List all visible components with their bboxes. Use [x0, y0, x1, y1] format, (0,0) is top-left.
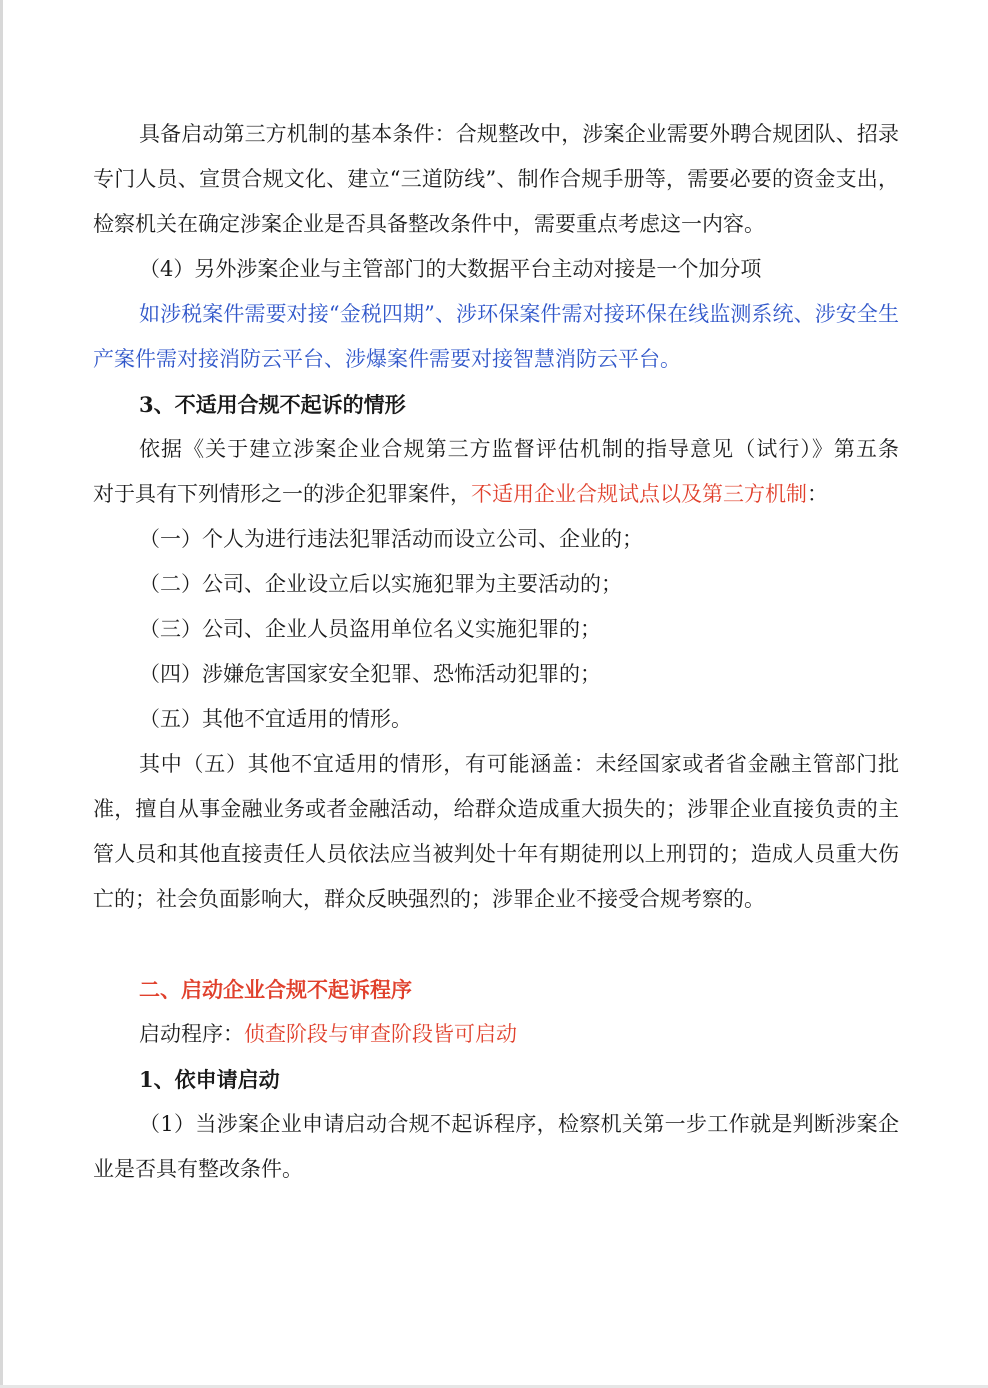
page-left-edge [0, 0, 3, 1388]
heading-apply-start: 1、依申请启动 [139, 1067, 280, 1092]
paragraph-start-procedure [93, 1012, 899, 1057]
list-item: （一）个人为进行违法犯罪活动而设立公司、企业的； [139, 527, 643, 551]
list-item: （三）公司、企业人员盗用单位名义实施犯罪的； [139, 617, 601, 641]
paragraph-apply-step: （1）当涉案企业申请启动合规不起诉程序，检察机关第一步工作就是判断涉案企业是否具有整改条件。 [93, 1112, 899, 1181]
section-title-start-procedure: 二、启动企业合规不起诉程序 [139, 977, 412, 1002]
list-item: （二）公司、企业设立后以实施犯罪为主要活动的； [139, 572, 622, 596]
legal-basis-text: 依据《关于建立涉案企业合规第三方监督评估机制的指导意见（试行）》第五条 对于具有下列情形之一的涉企犯罪案件， [93, 437, 920, 506]
legal-basis-colon: ： [807, 482, 828, 506]
paragraph-bigdata-bonus: （4）另外涉案企业与主管部门的大数据平台主动对接是一个加分项 [139, 257, 762, 281]
list-item: （五）其他不宜适用的情形。 [139, 707, 412, 731]
start-procedure-label: 启动程序： [139, 1022, 244, 1046]
paragraph-basic-conditions: 具备启动第三方机制的基本条件：合规整改中，涉案企业需要外聘合规团队、招录专门人员、宣贯合规文化、建立“三道防线”、制作合规手册等，需要必要的资金支出，检察机关在确定涉案企业是否具备整改条件中，需要重点考虑这一内容。 [93, 122, 899, 236]
legal-basis-highlight: 不适用企业合规试点以及第三方机制 [471, 482, 807, 506]
paragraph-blue-examples: 如涉税案件需要对接“金税四期”、涉环保案件需对接环保在线监测系统、涉安全生产案件需对接消防云平台、涉爆案件需要对接智慧消防云平台。 [93, 302, 899, 371]
paragraph-legal-basis [93, 427, 920, 517]
document-body [93, 112, 920, 1192]
list-item: （四）涉嫌危害国家安全犯罪、恐怖活动犯罪的； [139, 662, 601, 686]
heading-not-applicable: 3、不适用合规不起诉的情形 [139, 392, 406, 417]
section-spacer [93, 922, 899, 967]
start-procedure-highlight: 侦查阶段与审查阶段皆可启动 [244, 1022, 517, 1046]
paragraph-other-situations: 其中（五）其他不宜适用的情形，有可能涵盖：未经国家或者省金融主管部门批准，擅自从事金融业务或者金融活动，给群众造成重大损失的；涉罪企业直接负责的主管人员和其他直接责任人员依法应当被判处十年有期徒刑以上刑罚的；造成人员重大伤亡的；社会负面影响大，群众反映强烈的；涉罪企业不接受合规考察的。 [93, 752, 899, 911]
